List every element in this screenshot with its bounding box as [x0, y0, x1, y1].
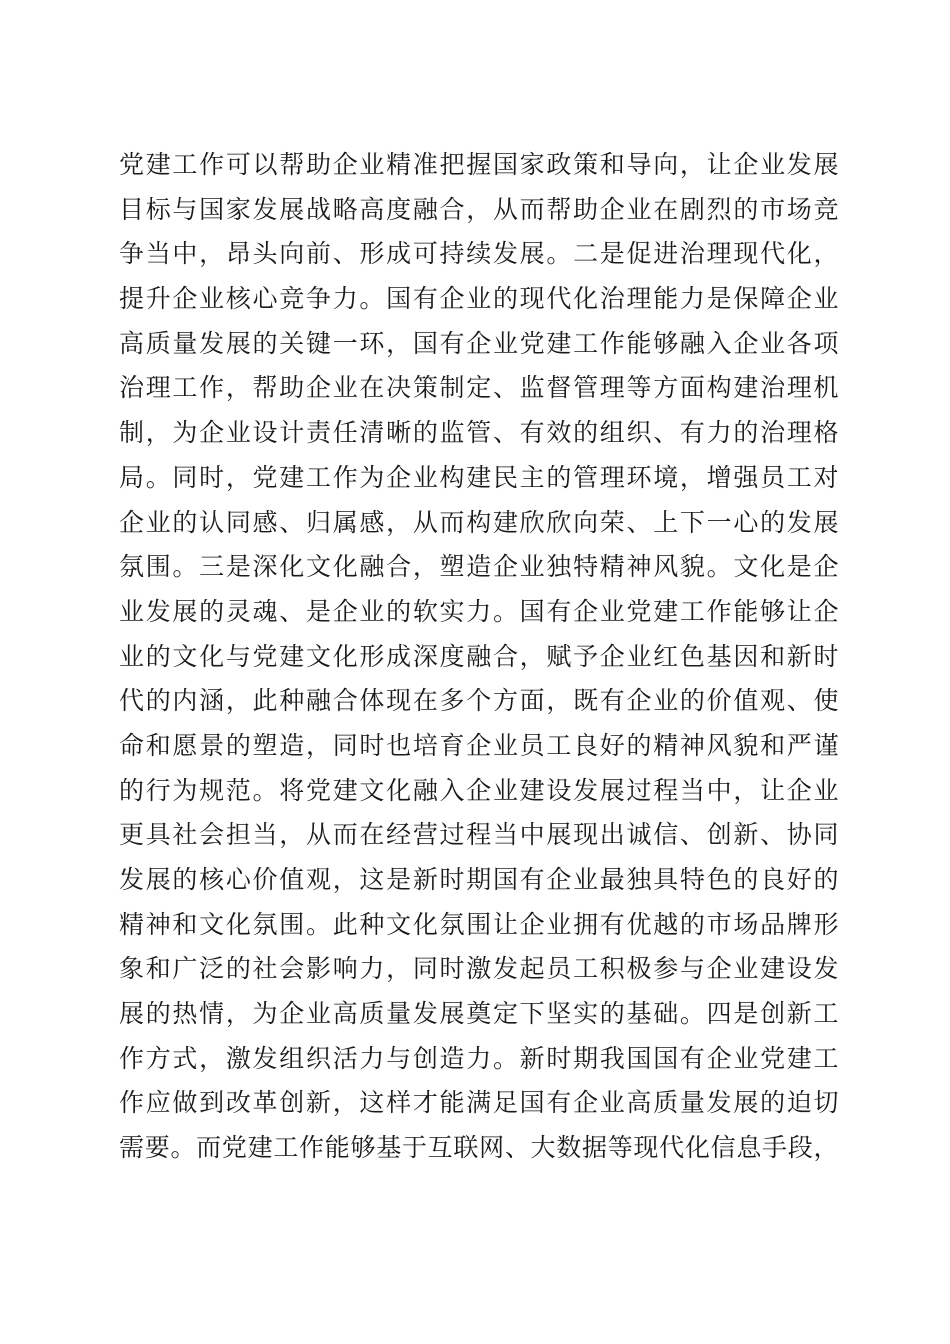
text-line-4: 提升企业核心竞争力。国有企业的现代化治理能力是保障企业: [119, 284, 839, 314]
text-line-12: 业的文化与党建文化形成深度融合，赋予企业红色基因和新时: [119, 641, 839, 671]
body-paragraph: [119, 143, 839, 1171]
text-line-20: 展的热情，为企业高质量发展奠定下坚实的基础。四是创新工: [119, 999, 839, 1029]
text-line-1: 党建工作可以帮助企业精准把握国家政策和导向，让企业发展: [119, 150, 839, 179]
text-line-2: 目标与国家发展战略高度融合，从而帮助企业在剧烈的市场竞: [119, 194, 839, 224]
text-line-6: 治理工作，帮助企业在决策制定、监督管理等方面构建治理机: [119, 373, 839, 403]
text-line-23: 需要。而党建工作能够基于互联网、大数据等现代化信息手段，: [119, 1133, 839, 1163]
text-line-5: 高质量发展的关键一环，国有企业党建工作能够融入企业各项: [119, 328, 839, 358]
text-line-17: 发展的核心价值观，这是新时期国有企业最独具特色的良好的: [119, 865, 839, 894]
text-line-13: 代的内涵，此种融合体现在多个方面，既有企业的价值观、使: [119, 686, 839, 716]
text-line-15: 的行为规范。将党建文化融入企业建设发展过程当中，让企业: [119, 775, 839, 805]
text-line-10: 氛围。三是深化文化融合，塑造企业独特精神风貌。文化是企: [119, 552, 839, 582]
text-line-3: 争当中，昂头向前、形成可持续发展。二是促进治理现代化，: [119, 239, 839, 269]
text-line-9: 企业的认同感、归属感，从而构建欣欣向荣、上下一心的发展: [119, 507, 839, 537]
text-line-14: 命和愿景的塑造，同时也培育企业员工良好的精神风貌和严谨: [119, 730, 839, 760]
text-line-16: 更具社会担当，从而在经营过程当中展现出诚信、创新、协同: [119, 820, 839, 850]
text-line-7: 制，为企业设计责任清晰的监管、有效的组织、有力的治理格: [119, 418, 839, 448]
text-line-8: 局。同时，党建工作为企业构建民主的管理环境，增强员工对: [119, 462, 839, 492]
text-line-11: 业发展的灵魂、是企业的软实力。国有企业党建工作能够让企: [119, 596, 839, 626]
text-line-22: 作应做到改革创新，这样才能满足国有企业高质量发展的迫切: [119, 1088, 839, 1118]
text-line-21: 作方式，激发组织活力与创造力。新时期我国国有企业党建工: [119, 1043, 839, 1073]
text-line-19: 象和广泛的社会影响力，同时激发起员工积极参与企业建设发: [119, 954, 839, 984]
text-line-18: 精神和文化氛围。此种文化氛围让企业拥有优越的市场品牌形: [119, 909, 839, 939]
